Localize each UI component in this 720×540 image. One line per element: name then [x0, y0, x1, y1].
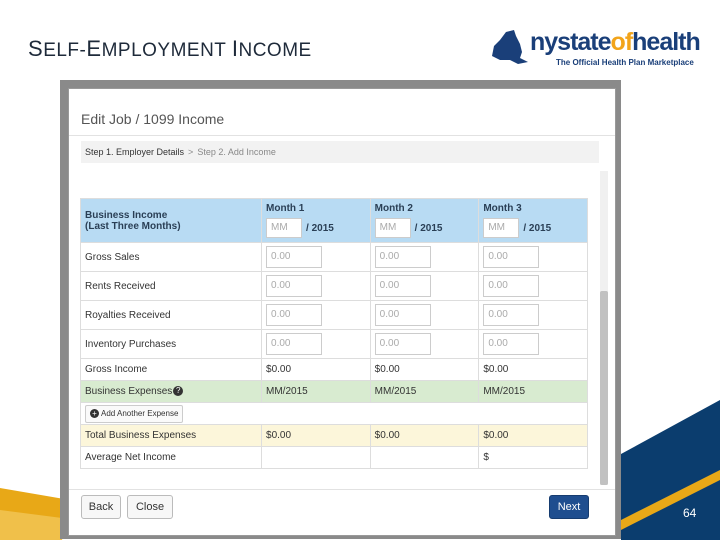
edit-income-modal	[68, 88, 616, 536]
logo-text-of: of	[610, 28, 633, 56]
help-icon[interactable]: ?	[173, 386, 183, 396]
table-row-business-expenses	[81, 381, 588, 403]
header-month-3	[479, 199, 588, 243]
close-button[interactable]: Close	[127, 495, 173, 519]
plus-icon: +	[90, 409, 99, 418]
nystateofhealth-logo	[486, 24, 700, 76]
rents-month-2-input[interactable]: 0.00	[375, 275, 431, 297]
table-row-add-expense	[81, 403, 588, 425]
gross-income-month-2: $0.00	[370, 359, 479, 381]
table-cell	[370, 272, 479, 301]
total-expenses-month-2: $0.00	[370, 425, 479, 447]
gross-income-month-1: $0.00	[262, 359, 371, 381]
step-1-label[interactable]: Step 1. Employer Details	[85, 147, 185, 157]
table-row-total-expenses	[81, 425, 588, 447]
expenses-month-3: MM/2015	[479, 381, 588, 403]
month-3-mm-input[interactable]: MM	[483, 218, 519, 238]
average-net-month-2	[370, 447, 479, 469]
gross-income-label: Gross Income	[81, 359, 262, 381]
title-part-3: NCOME	[238, 40, 312, 61]
logo-text-health: health	[632, 28, 700, 56]
modal-title: Edit Job / 1099 Income	[81, 111, 225, 127]
logo-text-nystate: nystate	[530, 28, 611, 56]
table-cell	[479, 301, 588, 330]
table-row-average-net-income	[81, 447, 588, 469]
table-cell	[262, 272, 371, 301]
step-separator: >	[188, 147, 194, 157]
table-cell	[262, 330, 371, 359]
total-expenses-label: Total Business Expenses	[81, 425, 262, 447]
row-label: Inventory Purchases	[81, 330, 262, 359]
title-part-2: MPLOYMENT	[101, 40, 232, 61]
gross-sales-month-1-input[interactable]: 0.00	[266, 246, 322, 268]
rents-month-1-input[interactable]: 0.00	[266, 275, 322, 297]
logo-tagline: The Official Health Plan Marketplace	[556, 58, 694, 67]
page-number: 64	[683, 506, 697, 520]
table-header-row	[81, 199, 588, 243]
gross-sales-month-3-input[interactable]: 0.00	[483, 246, 539, 268]
royalties-month-2-input[interactable]: 0.00	[375, 304, 431, 326]
table-cell	[370, 243, 479, 272]
expenses-month-2: MM/2015	[370, 381, 479, 403]
royalties-month-1-input[interactable]: 0.00	[266, 304, 322, 326]
table-row-rents-received	[81, 272, 588, 301]
inventory-month-2-input[interactable]: 0.00	[375, 333, 431, 355]
expenses-month-1: MM/2015	[262, 381, 371, 403]
modal-content	[69, 169, 615, 487]
modal-header-divider	[69, 135, 615, 136]
total-expenses-month-1: $0.00	[262, 425, 371, 447]
table-cell	[262, 243, 371, 272]
table-cell	[479, 330, 588, 359]
ny-state-map-icon	[486, 26, 530, 70]
modal-footer-divider	[69, 489, 615, 490]
average-net-month-1	[262, 447, 371, 469]
gross-sales-month-2-input[interactable]: 0.00	[375, 246, 431, 268]
table-row-royalties-received	[81, 301, 588, 330]
step-breadcrumb	[81, 141, 599, 163]
business-expenses-cell	[81, 381, 262, 403]
month-1-mm-input[interactable]: MM	[266, 218, 302, 238]
title-initial-3: I	[231, 36, 239, 61]
table-row-gross-income	[81, 359, 588, 381]
average-net-label: Average Net Income	[81, 447, 262, 469]
royalties-month-3-input[interactable]: 0.00	[483, 304, 539, 326]
month-3-year: / 2015	[523, 222, 552, 234]
table-cell	[479, 272, 588, 301]
business-expenses-label: Business Expenses	[85, 386, 173, 397]
table-cell	[370, 330, 479, 359]
add-expense-cell	[81, 403, 588, 425]
row-label: Gross Sales	[81, 243, 262, 272]
business-income-table	[80, 198, 588, 469]
gross-income-month-3: $0.00	[479, 359, 588, 381]
scrollbar-thumb[interactable]	[600, 291, 608, 485]
row-label: Rents Received	[81, 272, 262, 301]
header-business-income	[81, 199, 262, 243]
title-initial-1: S	[28, 36, 44, 61]
table-cell	[262, 301, 371, 330]
month-2-year: / 2015	[414, 222, 443, 234]
month-3-label: Month 3	[483, 203, 522, 214]
month-1-label: Month 1	[266, 203, 305, 214]
total-expenses-month-3: $0.00	[479, 425, 588, 447]
next-button[interactable]: Next	[549, 495, 589, 519]
inventory-month-3-input[interactable]: 0.00	[483, 333, 539, 355]
step-2-label[interactable]: Step 2. Add Income	[197, 147, 276, 157]
rents-month-3-input[interactable]: 0.00	[483, 275, 539, 297]
app-screenshot	[60, 80, 621, 539]
slide-title	[28, 36, 312, 62]
average-net-month-3: $	[479, 447, 588, 469]
header-label-line1: Business Income	[85, 209, 168, 221]
row-label: Royalties Received	[81, 301, 262, 330]
month-2-label: Month 2	[374, 203, 413, 214]
modal-scrollbar[interactable]	[600, 171, 608, 485]
back-button[interactable]: Back	[81, 495, 121, 519]
table-row-gross-sales	[81, 243, 588, 272]
month-2-mm-input[interactable]: MM	[375, 218, 411, 238]
inventory-month-1-input[interactable]: 0.00	[266, 333, 322, 355]
header-month-1	[262, 199, 371, 243]
title-initial-2: E	[86, 36, 102, 61]
table-cell	[370, 301, 479, 330]
logo-wordmark	[530, 28, 700, 57]
table-row-inventory-purchases	[81, 330, 588, 359]
title-part-1: ELF-	[43, 40, 87, 61]
month-1-year: / 2015	[306, 222, 334, 234]
header-label-line2: (Last Three Months)	[85, 220, 181, 232]
table-cell	[479, 243, 588, 272]
add-another-expense-button[interactable]	[85, 405, 183, 423]
add-another-expense-label: Add Another Expense	[101, 408, 179, 418]
header-month-2	[370, 199, 479, 243]
